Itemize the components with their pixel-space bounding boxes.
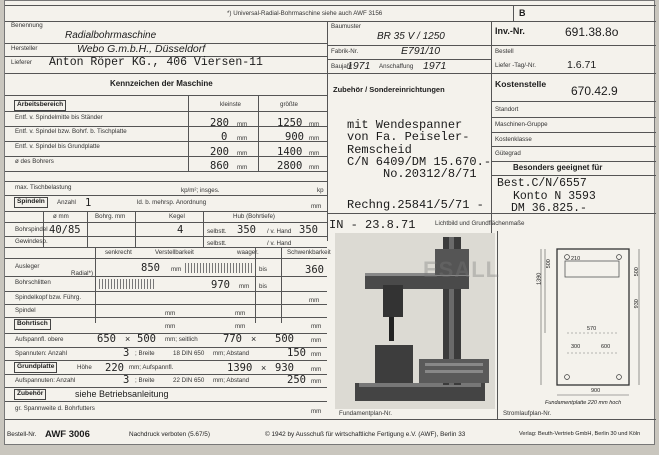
seitlich-unit: mm	[311, 337, 322, 344]
ausleger-value: 850	[141, 262, 160, 274]
spindelkopf-label: Spindelkopf bzw. Führg.	[15, 294, 82, 301]
corner-letter: B	[519, 8, 526, 18]
verstell-title: Verstellbarkeit	[155, 249, 194, 256]
ab-row-4-unit: mm	[237, 164, 248, 171]
ausleger-bis: bis	[259, 266, 267, 273]
lieferdatum-value: 1.6.71	[567, 59, 597, 71]
rechnung-date: IN - 23.8.71	[329, 218, 416, 232]
bohrschlitten-unit: mm	[239, 283, 250, 290]
selbstt-label: selbstt.	[207, 228, 227, 235]
spindel-label: Spindel	[15, 307, 36, 314]
aufspannfl-a: 1390	[227, 362, 253, 374]
anschaffung-value: 1971	[423, 60, 447, 72]
zubehoer-line-5: No.20312/8/71	[347, 167, 477, 181]
hub-hand: 350	[299, 224, 318, 236]
dim-8: 600	[601, 344, 611, 350]
hoehe-label: Höhe	[77, 364, 92, 371]
tisch-unit-2: kp	[317, 187, 324, 194]
spindeln-label: Spindeln	[14, 197, 48, 208]
spindelkopf-unit: mm	[309, 297, 320, 304]
anordnung-label: ld. b. mehrsp. Anordnung	[137, 199, 207, 206]
gewinde-selbstt: selbstt.	[207, 240, 227, 247]
aufspannuten-label: Aufspannuten: Anzahl	[15, 377, 76, 384]
fabrik-label: Fabrik-Nr.	[331, 48, 359, 55]
besonders-line-2: Konto N 3593	[513, 190, 596, 203]
kennzeichen-title: Kennzeichen der Maschine	[110, 79, 213, 88]
ausleger-unit: mm	[171, 266, 182, 273]
aufspannfl-b: 930	[275, 362, 294, 374]
aufspannfl-unit: mm	[311, 366, 322, 373]
breite-label: ; Breite	[135, 350, 155, 357]
ab-row-2-min: 0	[221, 131, 228, 143]
ab-row-1-unit: mm	[237, 121, 248, 128]
ausleger-label: Ausleger	[15, 263, 40, 270]
anschaffung-label: Anschaffung	[379, 63, 414, 70]
ab-row-4-label: ø des Bohrers	[15, 158, 54, 165]
photo-caption-top: Lichtbild und Grundflächenmaße	[435, 220, 525, 227]
verstell-waager: waager.	[237, 249, 259, 256]
hub-selbstt: 350	[237, 224, 256, 236]
plan-caption: Stromlaufplan-Nr.	[503, 410, 552, 417]
dim-6: 500	[633, 267, 640, 277]
gruppe-label: Maschinen-Gruppe	[495, 121, 548, 128]
fabrik-value: E791/10	[401, 45, 441, 57]
col-bohrg: Bohrg. mm	[95, 213, 126, 220]
schwenk-value: 360	[305, 264, 324, 276]
abstand2-value: 250	[287, 374, 306, 386]
zubehoer-line-3: Remscheid	[347, 143, 412, 157]
footer-bestell: Bestell-Nr.	[7, 431, 37, 438]
breite-value: 18 DIN 650	[173, 350, 205, 357]
aufspann-oben-b: 500	[137, 333, 156, 345]
arbeitsbereich-label: Arbeitsbereich	[14, 100, 66, 111]
seitlich-b: 500	[275, 333, 294, 345]
kegel-value: 4	[177, 224, 184, 236]
besonders-line-1: Best.C/N/6557	[497, 177, 587, 190]
photo-caption-bottom: Fundamentplan-Nr.	[339, 410, 392, 417]
tisch-unit: kp/m²; insges.	[181, 187, 220, 194]
ab-row-4-max: 2800	[277, 160, 303, 172]
footer-nachdruck: Nachdruck verboten (5.67/5)	[129, 431, 210, 438]
baumuster-value: BR 35 V / 1250	[377, 31, 445, 42]
watermark: ESALL	[423, 257, 501, 282]
ab-row-2-unit2: mm	[309, 135, 320, 142]
spindel-unit-2: mm	[235, 310, 246, 317]
dim-7: 300	[571, 344, 581, 350]
top-note: *) Universal-Radial-Bohrmaschine siehe auch AWF 3156	[227, 10, 383, 17]
ab-row-2-unit: mm	[237, 135, 248, 142]
aufspann-oben-label: Aufspannfl. obere	[15, 336, 64, 343]
inv-label: Inv.-Nr.	[495, 26, 525, 36]
zubehoer-line-4: C/N 6409/DM 15.670.-	[347, 155, 492, 169]
lieferdatum-label: Liefer -Tag/-Nr.	[495, 62, 536, 69]
benennung-value: Radialbohrmaschine	[65, 30, 157, 41]
ab-row-3-unit2: mm	[309, 150, 320, 157]
verstell-senkrecht: senkrecht	[105, 249, 132, 256]
spannweite-unit: mm	[311, 408, 322, 415]
spindel-unit: mm	[165, 310, 176, 317]
spannuten-label: Spannuten: Anzahl	[15, 350, 67, 357]
rechnung-line: Rechng.25841/5/71 -	[347, 198, 484, 212]
bohrschlitten-label: Bohrschlitten	[15, 279, 51, 286]
dim-5: 930	[633, 299, 640, 309]
hoehe-value: 220	[105, 362, 124, 374]
aufspannfl-label: mm; Aufspannfl.	[129, 364, 174, 371]
col-kegel: Kegel	[169, 213, 185, 220]
zubehoer-line-2: von Fa. Peiseler-	[347, 130, 470, 144]
machine-record-card	[4, 0, 655, 445]
bohrtisch-unit-2: mm	[235, 323, 246, 330]
gewinde-hand: / v. Hand	[267, 240, 292, 247]
footer-awf: AWF 3006	[45, 429, 90, 440]
hersteller-label: Hersteller	[11, 45, 38, 52]
hersteller-value: Webo G.m.b.H., Düsseldorf	[77, 43, 206, 55]
ausleger-hatch	[185, 263, 253, 273]
ab-row-3-max: 1400	[277, 146, 303, 158]
footer-copyright: © 1942 by Ausschuß für wirtschaftliche Fertigung e.V. (AWF), Berlin 33	[265, 431, 466, 438]
bohrspindel-label: Bohrspindel	[15, 226, 48, 233]
ab-row-2-max: 900	[285, 131, 304, 143]
abstand-value: 150	[287, 347, 306, 359]
radial-label: Radial*)	[71, 270, 94, 277]
col-groesste: größte	[280, 101, 298, 108]
dim-3: 210	[571, 256, 581, 262]
bohrschlitten-hatch	[99, 279, 155, 289]
x-sign-1: ×	[125, 334, 131, 344]
bohrspindel-value: 40/85	[49, 224, 81, 236]
abstand-label: mm; Abstand	[213, 350, 250, 357]
baumuster-label: Baumuster	[331, 23, 361, 30]
abstand-unit: mm	[311, 351, 322, 358]
anzahl-value: 1	[85, 197, 92, 209]
inv-value: 691.38.8o	[565, 25, 619, 39]
bohrschlitten-bis: bis	[259, 283, 267, 290]
ab-row-1-unit2: mm	[309, 121, 320, 128]
anordnung-unit: mm	[311, 203, 322, 210]
bestell-label: Bestell	[495, 48, 514, 55]
ab-row-3-min: 200	[210, 146, 229, 158]
bohrtisch-unit-3: mm	[311, 323, 322, 330]
verstell-schwenk: Schwenkbarkeit	[287, 249, 331, 256]
benennung-label: Benennung	[11, 22, 43, 29]
ab-row-2-label: Entf. v. Spindel bzw. Bohrf. b. Tischplatte	[15, 128, 127, 135]
breite2-value: 22 DIN 650	[173, 377, 205, 384]
bohrtisch-label: Bohrtisch	[14, 319, 51, 330]
x-sign-3: ×	[261, 363, 267, 373]
lieferer-label: Lieferer	[11, 59, 32, 66]
seitlich-a: 770	[223, 333, 242, 345]
grundplatte-label: Grundplatte	[14, 362, 57, 373]
standort-label: Standort	[495, 106, 519, 113]
ab-row-1-max: 1250	[277, 117, 303, 129]
ab-row-4-unit2: mm	[309, 164, 320, 171]
plan-note: Fundamentplatte 220 mm hoch	[545, 400, 622, 406]
col-kleinste: kleinste	[220, 101, 241, 108]
guetegrad-label: Gütegrad	[495, 150, 521, 157]
dim-9: 900	[591, 388, 601, 394]
aufspannuten-anzahl: 3	[123, 374, 130, 386]
besonders-line-3: DM 36.825.-	[511, 202, 587, 215]
gewinde-label: Gewindesp.	[15, 238, 48, 245]
ab-row-4-min: 860	[210, 160, 229, 172]
spannweite-label: gr. Spannweite d. Bohrfutters	[15, 405, 95, 412]
ab-row-3-unit: mm	[237, 150, 248, 157]
ab-row-3-label: Entf. v. Spindel bis Grundplatte	[15, 143, 100, 150]
aufspann-oben-a: 650	[97, 333, 116, 345]
zubehoer-title: Zubehör / Sondereinrichtungen	[333, 85, 445, 94]
baujahr-label: Baujahr	[331, 63, 353, 70]
zubehoer-label: Zubehör	[14, 389, 46, 400]
baujahr-value: 1971	[347, 60, 371, 72]
kostenstelle-value: 670.42.9	[571, 84, 618, 98]
ab-row-1-min: 280	[210, 117, 229, 129]
bohrschlitten-value: 970	[211, 279, 230, 291]
kostenstelle-label: Kostenstelle	[495, 79, 547, 89]
zubehoer-value: siehe Betriebsanleitung	[75, 389, 169, 399]
ab-row-1-label: Entf. v. Spindelmitte bis Ständer	[15, 114, 103, 121]
abstand2-unit: mm	[311, 378, 322, 385]
seitlich-label: mm; seitlich	[165, 336, 198, 343]
kostenklasse-label: Kostenklasse	[495, 136, 532, 143]
tisch-label: max. Tischbelastung	[15, 184, 72, 191]
dim-2: 500	[545, 259, 552, 269]
zubehoer-line-1: mit Wendespanner	[347, 118, 463, 132]
col-d: ø mm	[53, 213, 69, 220]
dim-4: 570	[587, 326, 597, 332]
footer-verlag: Verlag: Beuth-Vertrieb GmbH, Berlin 30 und Köln	[519, 431, 641, 437]
hand-label: / v. Hand	[267, 228, 292, 235]
bohrtisch-unit: mm	[165, 323, 176, 330]
anzahl-label: Anzahl	[57, 199, 76, 206]
spannuten-anzahl: 3	[123, 347, 130, 359]
x-sign-2: ×	[251, 334, 257, 344]
breite2-label: ; Breite	[135, 377, 155, 384]
besonders-label: Besonders geeignet für	[513, 163, 603, 172]
abstand2-label: mm; Abstand	[213, 377, 250, 384]
lieferer-value: Anton Röper KG., 406 Viersen-11	[49, 56, 263, 69]
col-hub: Hub (Bohrtiefe)	[233, 213, 275, 220]
dim-1: 1390	[536, 272, 543, 285]
